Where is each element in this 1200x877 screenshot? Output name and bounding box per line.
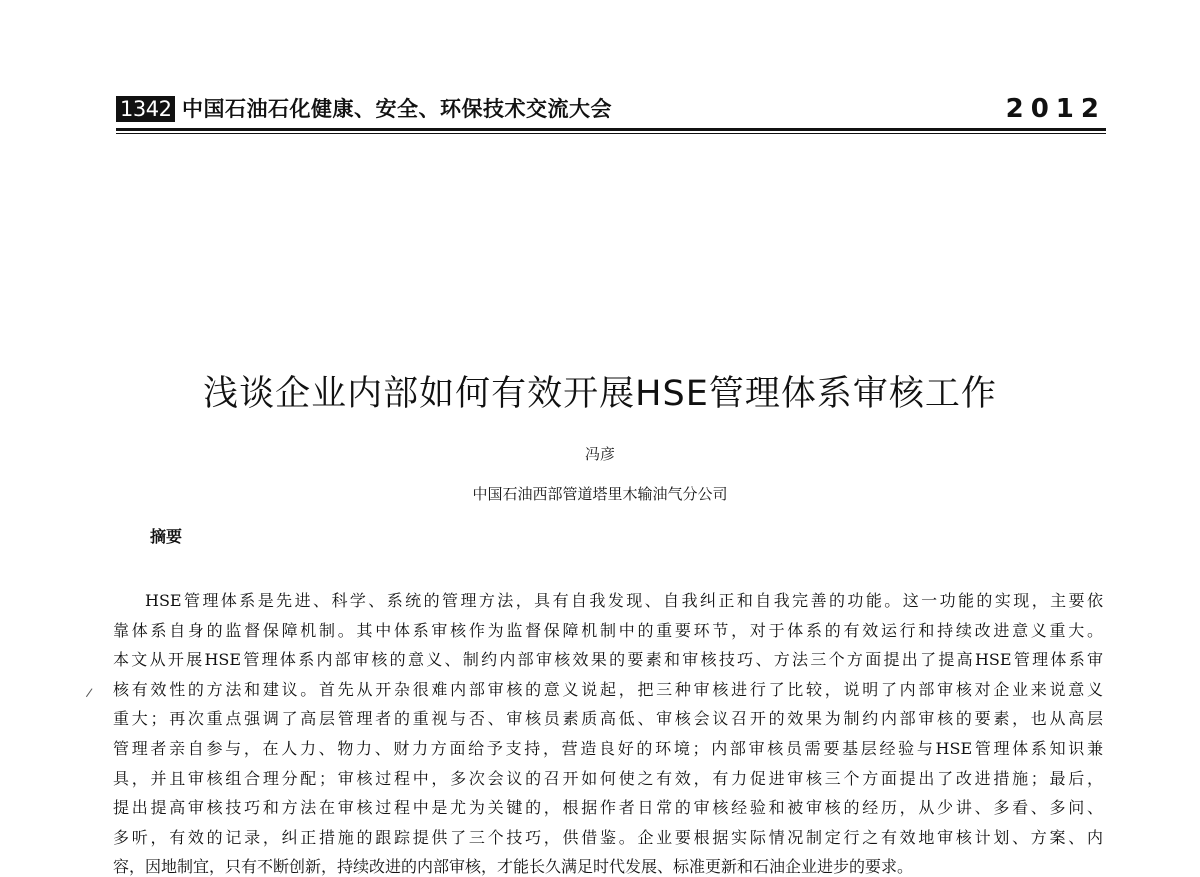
abstract-body [113, 586, 1103, 877]
running-header [116, 94, 1106, 130]
abstract-line: 提出提高审核技巧和方法在审核过程中是尤为关键的，根据作者日常的审核经验和被审核的经历，从少讲、多看、多问、 [113, 798, 1103, 818]
abstract-line: 本文从开展HSE管理体系内部审核的意义、制约内部审核效果的要素和审核技巧、方法三个方面提出了提高HSE管理体系审 [113, 650, 1103, 670]
abstract-line: 重大；再次重点强调了高层管理者的重视与否、审核员素质高低、审核会议召开的效果为制约内部审核的要素，也从高层 [113, 709, 1103, 729]
abstract-line: 具，并且审核组合理分配；审核过程中，多次会议的召开如何使之有效，有力促进审核三个方面提出了改进措施；最后， [113, 768, 1103, 788]
abstract-heading: 摘要 [150, 527, 183, 546]
abstract-line: 靠体系自身的监督保障机制。其中体系审核作为监督保障机制中的重要环节，对于体系的有效运行和持续改进意义重大。 [113, 620, 1103, 640]
abstract-line: 容，因地制宜，只有不断创新，持续改进的内部审核，才能长久满足时代发展、标准更新和石油企业进步的要求。 [113, 857, 914, 877]
page-number: 1342 [116, 96, 175, 122]
abstract-line: 多听，有效的记录，纠正措施的跟踪提供了三个技巧，供借鉴。企业要根据实际情况制定行之有效地审核计划、方案、内 [113, 827, 1103, 847]
author-affiliation: 中国石油西部管道塔里木输油气分公司 [472, 485, 728, 503]
header-rule [116, 128, 1106, 131]
abstract-line: 管理者亲自参与，在人力、物力、财力方面给予支持，营造良好的环境；内部审核员需要基层经验与HSE管理体系知识兼 [113, 738, 1103, 758]
author-name: 冯彦 [584, 445, 615, 463]
article-title: 浅谈企业内部如何有效开展HSE管理体系审核工作 [203, 374, 997, 414]
margin-mark [86, 688, 99, 701]
abstract-line: HSE管理体系是先进、科学、系统的管理方法，具有自我发现、自我纠正和自我完善的功能。这一功能的实现，主要依 [145, 591, 1103, 610]
conference-title: 中国石油石化健康、安全、环保技术交流大会 [182, 97, 612, 121]
header-rule-thin [116, 133, 1106, 134]
abstract-line: 核有效性的方法和建议。首先从开杂很难内部审核的意义说起，把三种审核进行了比较，说明了内部审核对企业来说意义 [113, 679, 1103, 699]
header-year: 2012 [1005, 94, 1106, 124]
